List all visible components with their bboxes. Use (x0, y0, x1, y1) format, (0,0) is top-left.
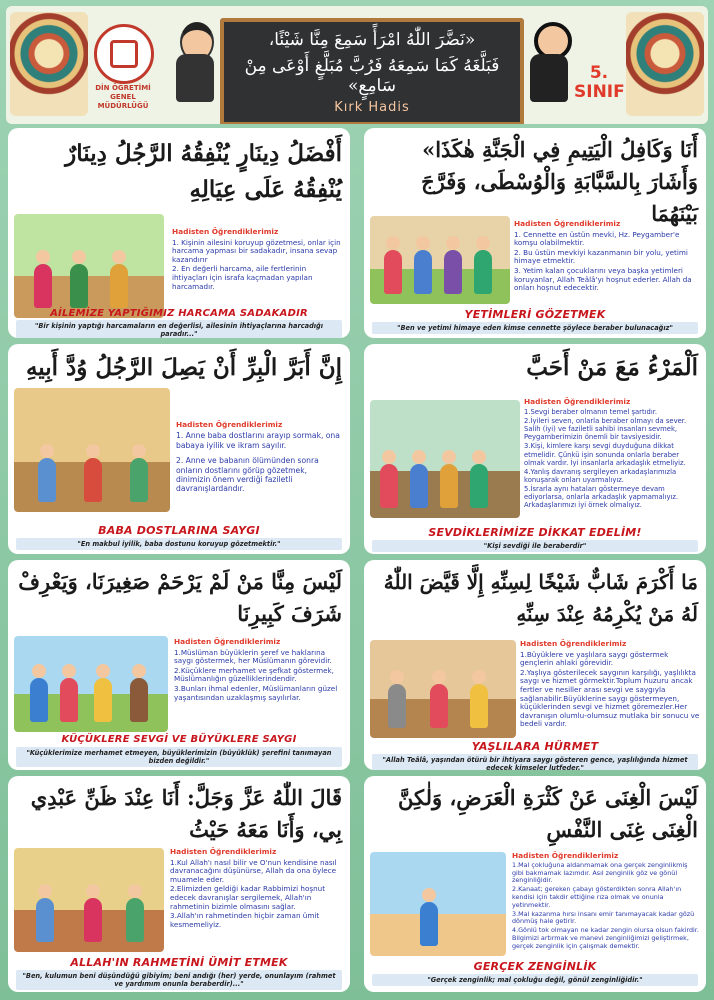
lessons-list (174, 638, 342, 703)
lesson-item: 1. Kişinin ailesini koruyup gözetmesi, onlar için harcama yapması bir sadakadır, insana sevap kazandırır (172, 237, 341, 264)
grade-badge (574, 64, 624, 102)
lessons-heading: Hadisten Öğrendiklerimiz (514, 219, 621, 228)
lesson-item: 4.Yanlış davranış sergileyen arkadaşlarımızla konuşarak onları uyarmalıyız. (524, 467, 677, 484)
hadith-arabic: أَفْضَلُ دِينَارٍ يُنْفِقُهُ الرَّجُلُ دِينَارٌ يُنْفِقُهُ عَلَى عِيَالِهِ (65, 140, 342, 203)
hadith-arabic: اَلْمَرْءُ مَعَ مَنْ أَحَبَّ (526, 354, 698, 381)
lesson-item: 3.Kişi, kimlere karşı sevgi duyduğuna dikkat etmelidir. Çünkü işin sonunda onlarla beraber olmak vardır. İyi insanlarla arkadaşlık etmeliyiz. (524, 442, 686, 467)
lessons-heading: Hadisten Öğrendiklerimiz (174, 637, 281, 646)
scene-illustration (370, 640, 516, 738)
ornament-right (626, 12, 704, 116)
board-arabic-line1: «نَضَّرَ اللّٰهُ امْرَأً سَمِعَ مِنَّا شَيْئًا، (268, 30, 476, 50)
header-banner (6, 6, 708, 124)
lesson-item: 1.Mal çokluğuna aldanmamak ona gerçek zenginlikmiş gibi bakmamak lazımdır. Asıl zenginlik göz ve gönül zenginliğidir. (512, 860, 688, 885)
hadith-card-6 (364, 560, 706, 770)
lessons-heading: Hadisten Öğrendiklerimiz (170, 847, 277, 856)
grade-number: 5. (589, 63, 609, 83)
lesson-item: 1. Anne baba dostlarını arayıp sormak, ona babaya iyilik ve ikram sayılır. (176, 431, 340, 450)
card-quote: "Küçüklerimize merhamet etmeyen, büyüklerimizin (büyüklük) şerefini tanımayan bizden değildir." (16, 747, 342, 767)
card-title: ALLAH'IN RAHMETİNİ ÜMİT ETMEK (70, 956, 288, 969)
scene-illustration (14, 848, 164, 952)
ministry-seal (94, 24, 154, 84)
lesson-item: 3.Mal kazanma hırsı insanı emir tanımayacak kadar gözü dönmüş hale getirir. (512, 909, 695, 926)
lesson-item: 1.Müslüman büyüklerin şeref ve haklarına saygı göstermek, her Müslümanın görevidir. (174, 647, 332, 666)
lessons-list (172, 228, 342, 292)
girl-illustration (526, 22, 572, 118)
scene-illustration (370, 852, 506, 956)
scene-illustration (14, 388, 170, 512)
card-quote: "Gerçek zenginlik; mal çokluğu değil, gönül zenginliğidir." (372, 974, 698, 986)
scene-illustration (370, 216, 510, 304)
card-title: AİLEMİZE YAPTIĞIMIZ HARCAMA SADAKADIR (50, 308, 308, 319)
lesson-item: 4.Gönlü tok olmayan ne kadar zengin olursa olsun fakirdir. Bilgimizi artırmak ve manevi zenginliğimizi geliştirmek, gerçek zenginlik için çalışmak demektir. (512, 926, 699, 950)
lessons-list (170, 848, 342, 930)
lesson-item: 1.Sevgi beraber olmanın temel şartıdır. (524, 408, 658, 417)
lessons-list (514, 220, 700, 294)
scene-illustration (14, 214, 164, 318)
card-quote: "Bir kişinin yaptığı harcamaların en değerlisi, ailesinin ihtiyaçlarına harcadığı paradır..." (16, 320, 342, 338)
hadith-arabic: لَيْسَ الْغِنَى عَنْ كَثْرَةِ الْعَرَضِ، وَلٰكِنَّ الْغِنَى غِنَى النَّفْسِ (398, 785, 698, 842)
hadith-arabic: لَيْسَ مِنَّا مَنْ لَمْ يَرْحَمْ صَغِيرَنَا، وَيَعْرِفْ شَرَفَ كَبِيرِنَا (18, 569, 342, 626)
lesson-item: 2. Anne ve babanın ölümünden sonra onların dostlarını görüp gözetmek, dinimizin önem verdiği faziletli davranışlardandır. (176, 456, 319, 494)
lesson-item: 2.Küçüklere merhamet ve şefkat göstermek, Müslümanlığın güzelliklerindendir. (174, 665, 334, 684)
lessons-heading: Hadisten Öğrendiklerimiz (172, 227, 279, 236)
lesson-item: 3.Bunları ihmal edenler, Müslümanların güzel yaşantısından uzaklaşmış sayılırlar. (174, 683, 338, 702)
hadith-card-3 (8, 344, 350, 554)
scene-illustration (370, 400, 520, 518)
hadith-card-8 (364, 776, 706, 992)
card-quote: "Ben ve yetimi himaye eden kimse cennette şöylece beraber bulunacağız" (372, 322, 698, 334)
chalkboard (220, 18, 524, 124)
department-name: DİN ÖĞRETİMİ GENEL MÜDÜRLÜĞÜ (95, 84, 151, 110)
lesson-item: 1.Kul Allah'ı nasıl bilir ve O'nun kendisine nasıl davranacağını düşünürse, Allah da ona öylece muamele eder. (170, 857, 337, 884)
lessons-list (176, 420, 342, 495)
hadith-arabic: قَالَ اللّٰهُ عَزَّ وَجَلَّ: أَنَا عِنْدَ ظَنِّ عَبْدِي بِي، وَأَنَا مَعَهُ حَيْثُ (30, 785, 342, 842)
lesson-item: 2. Bu üstün mevkiyi kazanmanın bir yolu, yetimi himaye etmektir. (514, 247, 688, 266)
lesson-item: 2. En değerli harcama, aile fertlerinin ihtiyaçları için israfa kaçmadan yapılan harcamadır. (172, 264, 313, 291)
lessons-list (512, 852, 700, 952)
ornament-left (10, 12, 88, 116)
hadith-card-4 (364, 344, 706, 554)
card-quote: "Ben, kulumun beni düşündüğü gibiyim; beni andığı (her) yerde, onunlayım (rahmet ve yardımım onunla beraberdir)..." (16, 970, 342, 990)
card-quote: "Kişi sevdiği ile beraberdir" (372, 540, 698, 552)
card-title: GERÇEK ZENGİNLİK (473, 960, 597, 973)
lessons-heading: Hadisten Öğrendiklerimiz (520, 639, 627, 648)
lessons-list (520, 640, 700, 730)
hadith-card-2 (364, 128, 706, 338)
grade-label: SINIF (574, 82, 625, 102)
lesson-item: 2.Yaşlıya gösterilecek saygının karşılığı, yaşlılıkta saygı ve hizmet görmektir.Toplum huzuru ancak fertler ve nesiller arası sevgi ve saygıyla sağlanabilir.Büyüklerine saygı göstermeyen, küçüklerinden sevgi ve hizmet göremezler.Her davranışın olumlu-olumsuz mutlaka bir sonucu ve bedeli vardır. (520, 667, 700, 729)
card-title: BABA DOSTLARINA SAYGI (98, 524, 260, 537)
hadith-arabic: إِنَّ أَبَرَّ الْبِرِّ أَنْ يَصِلَ الرَّجُلُ وُدَّ أَبِيهِ (25, 354, 342, 381)
lesson-item: 3.Allah'ın rahmetinden hiçbir zaman ümit kesmemeliyiz. (170, 911, 320, 929)
board-arabic-line2: فَبَلَّغَهُ كَمَا سَمِعَهُ فَرُبَّ مُبَلَّغٍ أَوْعَى مِنْ سَامِعٍ» (244, 56, 500, 96)
scene-illustration (14, 636, 168, 732)
lesson-item: 2.Elimizden geldiği kadar Rabbimizi hoşnut edecek davranışlar sergilemek, Allah'ın rahmetinin bizimle olmasını sağlar. (170, 884, 326, 911)
card-title: KÜÇÜKLERE SEVGİ VE BÜYÜKLERE SAYGI (61, 734, 297, 745)
lesson-item: 1. Cennette en üstün mevki, Hz. Peygamber'e komşu olabilmektir. (514, 229, 680, 248)
card-title: YETİMLERİ GÖZETMEK (464, 308, 606, 321)
hadith-card-7 (8, 776, 350, 992)
lesson-item: 3. Yetim kalan çocuklarını veya başka yetimleri koruyanlar, Allah Teâlâ'yı hoşnut ederler. Allah da onları hoşnut edecektir. (514, 265, 692, 293)
lessons-heading: Hadisten Öğrendiklerimiz (176, 420, 283, 429)
card-title: YAŞLILARA HÜRMET (471, 740, 599, 753)
lessons-heading: Hadisten Öğrendiklerimiz (524, 397, 631, 406)
lesson-item: 5.İsrarla aynı hataları göstermeye devam ediyorlarsa, onlarla arkadaşlık yapmamalıyız. Arkadaşlarımızı iyi örnek olmalıyız. (524, 484, 679, 510)
lesson-item: 2.İyileri seven, onlarla beraber olmayı da sever. Salih (iyi) ve faziletli sahibi insanları sevmek, Peygamberimizin önemli bir tavsiyesidir. (524, 417, 687, 442)
hadith-card-5 (8, 560, 350, 770)
lessons-heading: Hadisten Öğrendiklerimiz (512, 851, 619, 860)
lesson-item: 1.Büyüklere ve yaşlılara saygı göstermek gençlerin ahlaki görevidir. (520, 649, 669, 668)
hadith-arabic: مَا أَكْرَمَ شَابٌّ شَيْخًا لِسِنِّهِ إِلَّا قَيَّضَ اللّٰهُ لَهُ مَنْ يُكْرِمُهُ عِنْدَ سِنِّهِ (383, 570, 698, 626)
boy-illustration (172, 22, 218, 118)
lesson-item: 2.Kanaat; gereken çabayı gösterdikten sonra Allah'ın kendisi için takdir ettiğine rıza olmak ve onunla yetinmektir. (512, 885, 682, 909)
card-quote: "En makbul iyilik, baba dostunu koruyup gözetmektir." (16, 538, 342, 550)
hadith-card-1 (8, 128, 350, 338)
hadith-arabic: أَنَا وَكَافِلُ الْيَتِيمِ فِي الْجَنَّةِ هٰكَذَا» وَأَشَارَ بِالسَّبَّابَةِ وَالْوُسْطَى، وَفَرَّجَ بَيْنَهُمَا (421, 137, 698, 226)
card-quote: "Allah Teâlâ, yaşından ötürü bir ihtiyara saygı gösteren gence, yaşlılığında hizmet edecek kimseler lutfeder." (372, 754, 698, 770)
lessons-list (524, 398, 700, 510)
board-caption: Kırk Hadis (334, 100, 410, 115)
card-title: SEVDİKLERİMİZE DİKKAT EDELİM! (428, 526, 642, 539)
